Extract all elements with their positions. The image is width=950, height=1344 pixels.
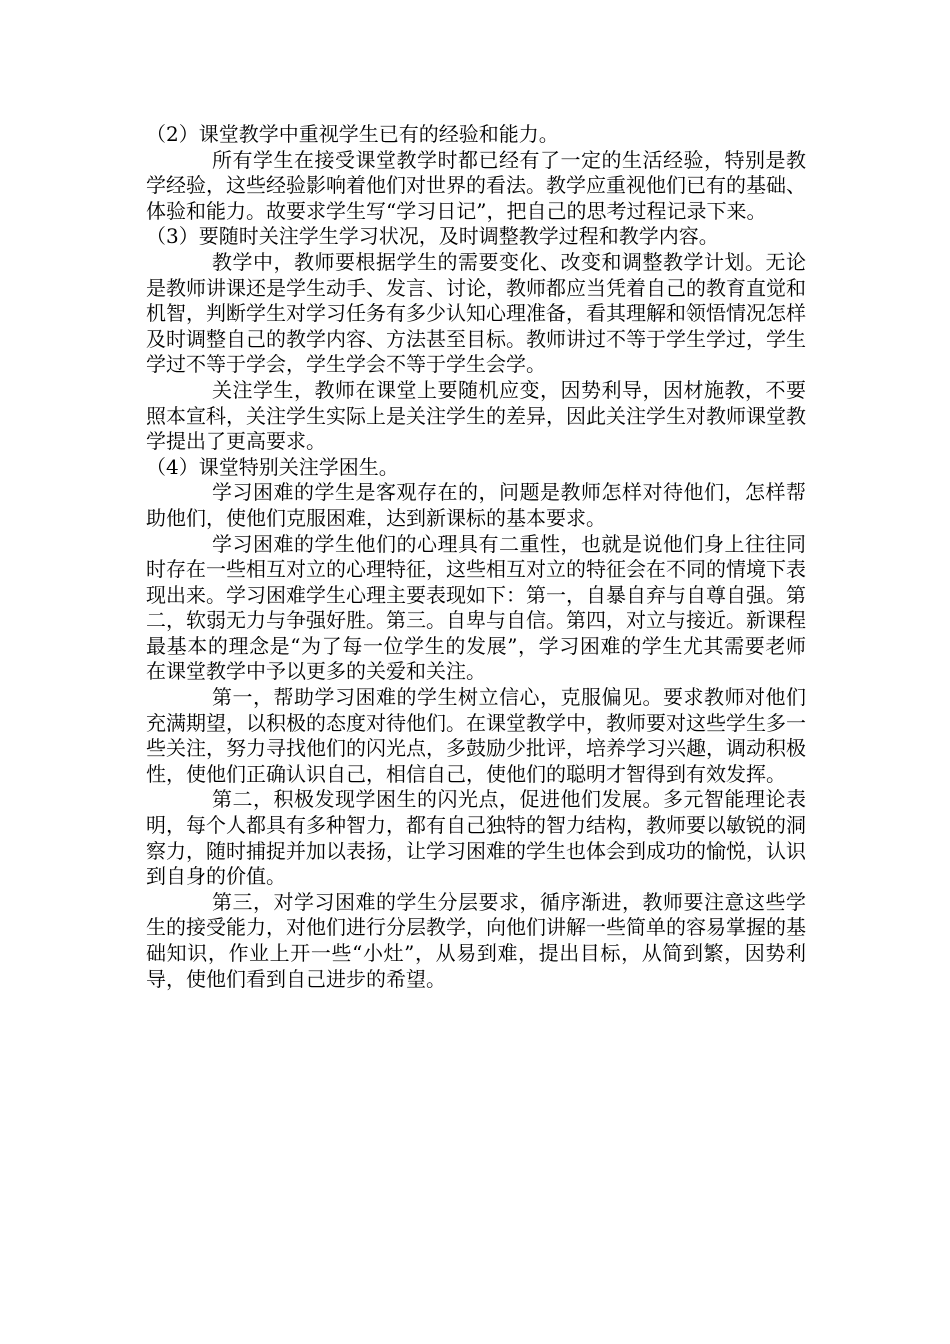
section-heading-4: （4）课堂特别关注学困生。 [146, 454, 399, 479]
body-paragraph: 所有学生在接受课堂教学时都已经有了一定的生活经验，特别是教学经验，这些经验影响着他们对世界的看法。教学应重视他们已有的基础、体验和能力。故要求学生写“学习日记”，把自己的思考过程记录下来。 [146, 147, 806, 223]
body-paragraph: 第三，对学习困难的学生分层要求，循序渐进，教师要注意这些学生的接受能力，对他们进行分层教学，向他们讲解一些简单的容易掌握的基础知识，作业上开一些“小灶”，从易到难，提出目标，从简到繁，因势利导，使他们看到自己进步的希望。 [146, 889, 806, 991]
section-heading-2: （2）课堂教学中重视学生已有的经验和能力。 [146, 122, 559, 146]
document-page [146, 122, 806, 992]
body-paragraph: 关注学生，教师在课堂上要随机应变，因势利导，因材施教，不要照本宣科，关注学生实际上是关注学生的差异，因此关注学生对教师课堂教学提出了更高要求。 [146, 377, 806, 454]
body-paragraph: 第二，积极发现学困生的闪光点，促进他们发展。多元智能理论表明，每个人都具有多种智力，都有自己独特的智力结构，教师要以敏锐的洞察力，随时捕捉并加以表扬，让学习困难的学生也体会到成功的愉悦，认识到自身的价值。 [146, 787, 806, 889]
body-paragraph: 第一，帮助学习困难的学生树立信心，克服偏见。要求教师对他们充满期望，以积极的态度对待他们。在课堂教学中，教师要对这些学生多一些关注，努力寻找他们的闪光点，多鼓励少批评，培养学习兴趣，调动积极性，使他们正确认识自己，相信自己，使他们的聪明才智得到有效发挥。 [146, 685, 806, 786]
body-paragraph: 教学中，教师要根据学生的需要变化、改变和调整教学计划。无论是教师讲课还是学生动手、发言、讨论，教师都应当凭着自己的教育直觉和机智，判断学生对学习任务有多少认知心理准备，看其理解和领悟情况怎样及时调整自己的教学内容、方法甚至目标。教师讲过不等于学生学过，学生学过不等于学会，学生学会不等于学生会学。 [146, 249, 806, 377]
body-paragraph: 学习困难的学生他们的心理具有二重性，也就是说他们身上往往同时存在一些相互对立的心理特征，这些相互对立的特征会在不同的情境下表现出来。学习困难学生心理主要表现如下：第一，自暴自弃与自尊自强。第二，软弱无力与争强好胜。第三。自卑与自信。第四，对立与接近。新课程最基本的理念是“为了每一位学生的发展”，学习困难的学生尤其需要老师在课堂教学中予以更多的关爱和关注。 [146, 531, 806, 684]
body-paragraph: 学习困难的学生是客观存在的，问题是教师怎样对待他们，怎样帮助他们，使他们克服困难，达到新课标的基本要求。 [146, 480, 806, 530]
section-heading-3: （3）要随时关注学生学习状况，及时调整教学过程和教学内容。 [146, 224, 719, 249]
